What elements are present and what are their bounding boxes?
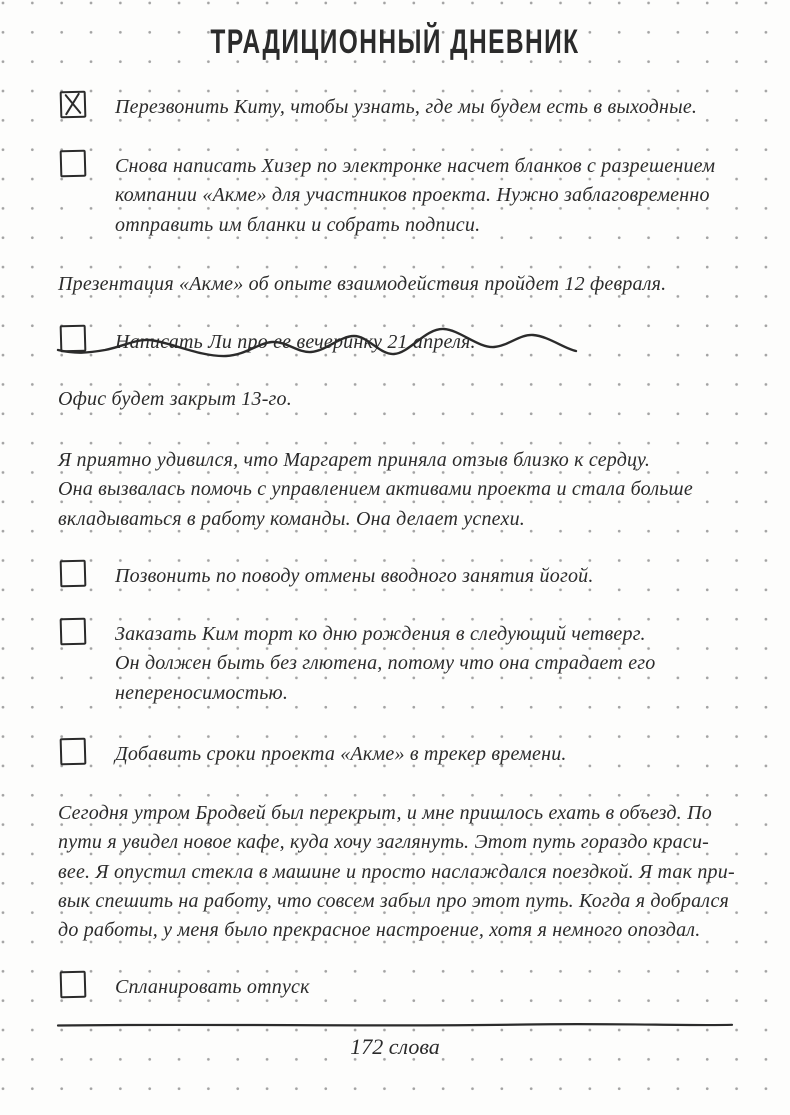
note-line: пути я увидел новое кафе, куда хочу заглянуть. Этот путь гораздо краси- (58, 831, 710, 854)
x-mark-icon (61, 92, 85, 117)
note-line: вкладываться в работу команды. Она делает успехи. (58, 507, 525, 530)
task-line: компании «Акме» для участников проекта. Нужно заблаговременно (115, 184, 710, 207)
footer-divider (56, 1021, 734, 1029)
task-text-email-heather (115, 152, 715, 240)
task-text-time-tracker (115, 740, 567, 769)
strikethrough-scribble (50, 323, 585, 363)
note-line: Сегодня утром Бродвей был перекрыт, и мне пришлось ехать в объезд. По (58, 802, 712, 824)
task-line: Добавить сроки проекта «Акме» в трекер времени. (115, 743, 567, 765)
task-line: отправить им бланки и собрать подписи. (115, 213, 481, 236)
note-line: до работы, у меня было прекрасное настроение, хотя я немного опоздал. (58, 919, 701, 942)
task-line: Снова написать Хизер по электронке насчет бланков с разрешением (115, 155, 716, 177)
note-line: Она вызвалась помочь с управлением активами проекта и стала больше (58, 478, 693, 501)
word-count: 172 слова (350, 1034, 440, 1059)
task-checkbox-email-heather[interactable] (60, 150, 87, 178)
note-text-presentation (58, 270, 666, 299)
task-line: Он должен быть без глютена, потому что она страдает его (115, 652, 656, 675)
task-line: Написать Ли про ее вечеринку 21 апреля. (115, 330, 476, 353)
note-text-office-closed (58, 385, 292, 414)
note-line: вык спешить на работу, что совсем забыл про этот путь. Когда я добрался (58, 890, 730, 913)
task-text-plan-vacation (115, 973, 310, 1002)
task-line: Заказать Ким торт ко дню рождения в следующий четверг. (115, 623, 646, 645)
task-line: непереносимостью. (115, 681, 289, 704)
note-line: Презентация «Акме» об опыте взаимодействия пройдет 12 февраля. (58, 273, 667, 295)
task-checkbox-birthday-cake[interactable] (60, 618, 87, 646)
task-line: Позвонить по поводу отмены вводного занятия йогой. (115, 565, 594, 587)
note-line: Офис будет закрыт 13-го. (58, 388, 292, 410)
task-line: Спланировать отпуск (115, 976, 310, 998)
note-text-broadway (58, 799, 735, 946)
task-checkbox-yoga-call[interactable] (60, 560, 87, 588)
task-checkbox-time-tracker[interactable] (60, 738, 87, 766)
task-checkbox-call-kit[interactable] (60, 91, 87, 119)
task-checkbox-plan-vacation[interactable] (60, 971, 87, 999)
task-text-birthday-cake (115, 620, 655, 708)
task-line: Перезвонить Киту, чтобы узнать, где мы будем есть в выходные. (115, 96, 698, 118)
page-title: ТРАДИЦИОННЫЙ ДНЕВНИК (210, 23, 580, 61)
task-text-call-kit (115, 93, 697, 122)
note-line: Я приятно удивился, что Маргарет приняла отзыв близко к сердцу. (58, 449, 651, 471)
task-text-yoga-call (115, 562, 594, 591)
note-text-margaret (58, 446, 693, 534)
note-line: вее. Я опустил стекла в машине и просто наслаждался поездкой. Я так при- (58, 860, 735, 883)
